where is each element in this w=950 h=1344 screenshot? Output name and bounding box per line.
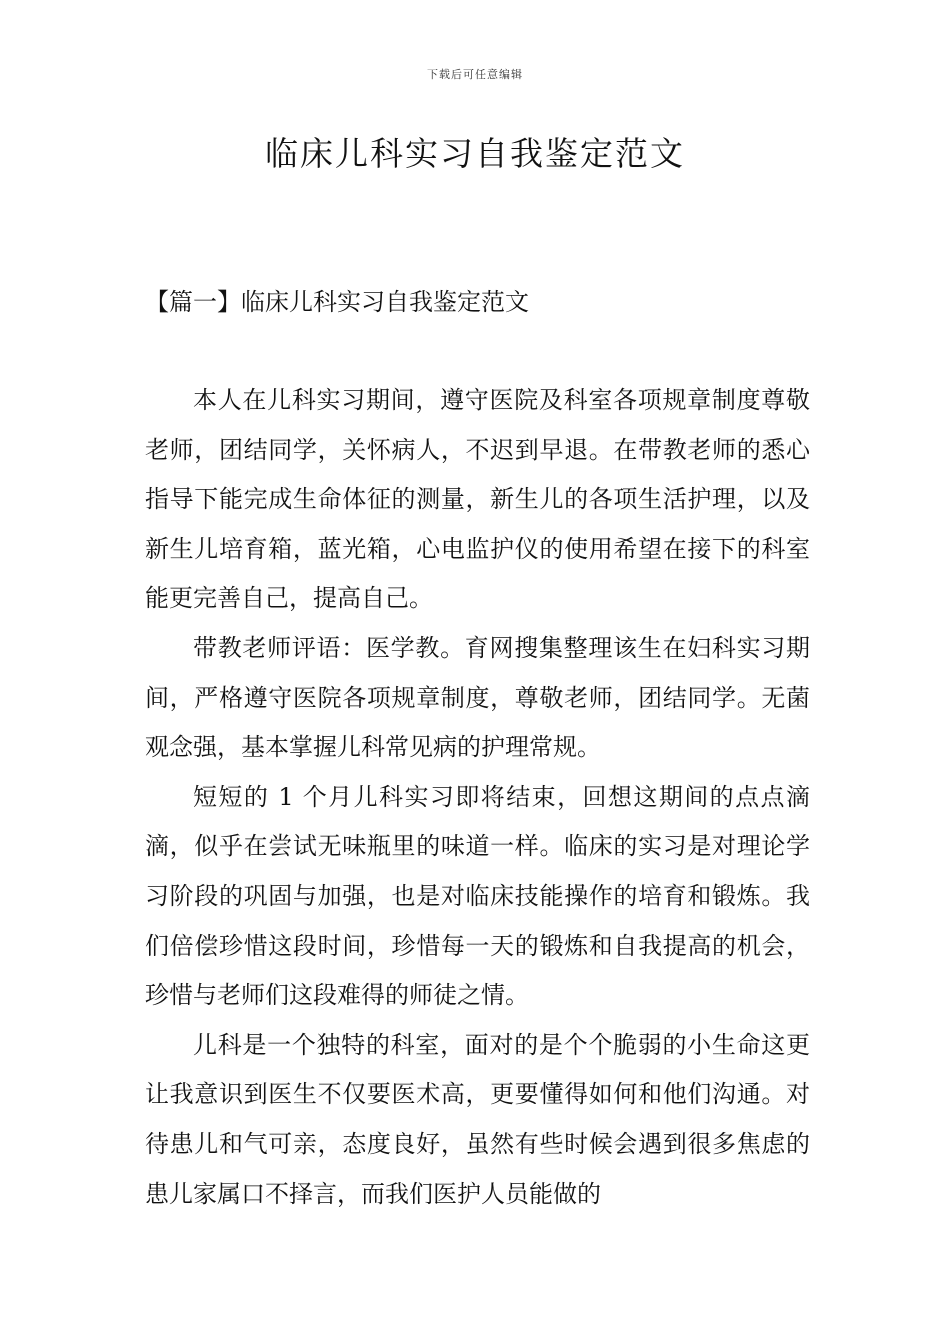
section-heading: 【篇一】临床儿科实习自我鉴定范文: [145, 288, 529, 316]
paragraph-1: 本人在儿科实习期间，遵守医院及科室各项规章制度尊敬老师，团结同学，关怀病人，不迟到早退。在带教老师的悉心指导下能完成生命体征的测量，新生儿的各项生活护理，以及新生儿培育箱，蓝光箱，心电监护仪的使用希望在接下的科室能更完善自己，提高自己。: [145, 386, 810, 613]
paragraph-2: 带教老师评语：医学教。育网搜集整理该生在妇科实习期间，严格遵守医院各项规章制度，尊敬老师，团结同学。无菌观念强，基本掌握儿科常见病的护理常规。: [145, 633, 810, 762]
header-note: 下载后可任意编辑: [427, 68, 523, 81]
document-title: 临床儿科实习自我鉴定范文: [265, 134, 685, 173]
paragraph-3: 短短的 1 个月儿科实习即将结束，回想这期间的点点滴滴，似乎在尝试无味瓶里的味道一样。临床的实习是对理论学习阶段的巩固与加强，也是对临床技能操作的培育和锻炼。我们倍偿珍惜这段时间，珍惜每一天的锻炼和自我提高的机会，珍惜与老师们这段难得的师徒之情。: [145, 782, 810, 1010]
body-text: [145, 376, 810, 1219]
paragraph-4: 儿科是一个独特的科室，面对的是个个脆弱的小生命这更让我意识到医生不仅要医术高，更要懂得如何和他们沟通。对待患儿和气可亲，态度良好，虽然有些时候会遇到很多焦虑的患儿家属口不择言，而我们医护人员能做的: [145, 1030, 810, 1208]
